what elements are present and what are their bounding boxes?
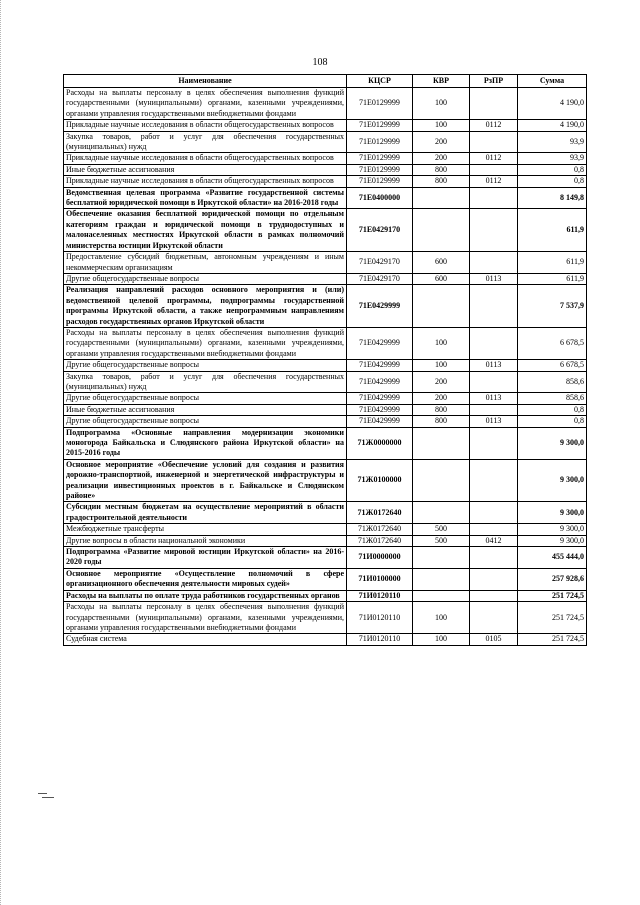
table-row <box>64 634 587 645</box>
row-code: 71Е0429999 <box>347 285 413 328</box>
row-code: 71Ж0100000 <box>347 459 413 502</box>
row-sum: 0,8 <box>518 164 587 175</box>
row-code: 71Е0129999 <box>347 131 413 153</box>
row-sum: 4 190,0 <box>518 88 587 120</box>
row-code: 71Е0429999 <box>347 371 413 393</box>
table-row <box>64 120 587 131</box>
page-number: 108 <box>312 57 328 68</box>
table-row <box>64 590 587 601</box>
row-code: 71Е0129999 <box>347 120 413 131</box>
scan-artifact <box>42 797 54 798</box>
row-kvr <box>413 187 470 209</box>
row-rzpr <box>470 187 518 209</box>
row-sum: 0,8 <box>518 404 587 415</box>
row-rzpr <box>470 568 518 590</box>
row-rzpr <box>470 547 518 569</box>
scan-edge <box>0 0 2 905</box>
table-row <box>64 602 587 634</box>
row-kvr <box>413 502 470 524</box>
row-name: Прикладные научные исследования в области общегосударственных вопросов <box>64 176 347 187</box>
row-name: Другие общегосударственные вопросы <box>64 416 347 427</box>
row-code: 71И0000000 <box>347 547 413 569</box>
header-sum: Сумма <box>518 75 587 88</box>
row-rzpr <box>470 131 518 153</box>
row-kvr <box>413 427 470 459</box>
table-row <box>64 547 587 569</box>
row-name: Другие общегосударственные вопросы <box>64 360 347 371</box>
row-rzpr <box>470 427 518 459</box>
table-row <box>64 371 587 393</box>
row-kvr: 100 <box>413 602 470 634</box>
row-kvr: 500 <box>413 535 470 546</box>
table-row <box>64 427 587 459</box>
table-row <box>64 153 587 164</box>
row-name: Подпрограмма «Основные направления модернизации экономики моногорода Байкальска и Слюдянского района Иркутской области» на 2015-2016 годы <box>64 427 347 459</box>
row-name: Основное мероприятие «Обеспечение условий для создания и развития дорожно-транспортной, инженерной и энергетической инфраструктуры и реализации инвестиционных проектов в г. Байкальске и Слюдянском районе» <box>64 459 347 502</box>
table-header-row <box>64 75 587 88</box>
row-code: 71И0120110 <box>347 590 413 601</box>
row-sum: 8 149,8 <box>518 187 587 209</box>
row-code: 71Ж0000000 <box>347 427 413 459</box>
table-row <box>64 535 587 546</box>
row-code: 71Е0429999 <box>347 404 413 415</box>
row-sum: 9 300,0 <box>518 535 587 546</box>
row-name: Закупка товаров, работ и услуг для обеспечения государственных (муниципальных) нужд <box>64 371 347 393</box>
row-code: 71Е0429999 <box>347 393 413 404</box>
row-name: Основное мероприятие «Осуществление полномочий в сфере организационного обеспечения деятельности мировых судей» <box>64 568 347 590</box>
row-code: 71Е0429999 <box>347 416 413 427</box>
row-sum: 251 724,5 <box>518 602 587 634</box>
table-row <box>64 285 587 328</box>
row-name: Другие общегосударственные вопросы <box>64 273 347 284</box>
table-row <box>64 459 587 502</box>
table-row <box>64 393 587 404</box>
table-row <box>64 568 587 590</box>
row-kvr: 100 <box>413 120 470 131</box>
row-name: Закупка товаров, работ и услуг для обеспечения государственных (муниципальных) нужд <box>64 131 347 153</box>
row-kvr <box>413 459 470 502</box>
row-code: 71Е0129999 <box>347 88 413 120</box>
row-code: 71Ж0172640 <box>347 524 413 535</box>
row-kvr: 100 <box>413 327 470 359</box>
table-row <box>64 88 587 120</box>
row-sum: 7 537,9 <box>518 285 587 328</box>
table-row <box>64 273 587 284</box>
row-kvr <box>413 590 470 601</box>
row-code: 71Е0129999 <box>347 153 413 164</box>
row-sum: 455 444,0 <box>518 547 587 569</box>
row-kvr: 100 <box>413 634 470 645</box>
row-kvr <box>413 209 470 252</box>
row-kvr: 600 <box>413 252 470 274</box>
row-rzpr <box>470 285 518 328</box>
row-name: Прикладные научные исследования в области общегосударственных вопросов <box>64 153 347 164</box>
row-name: Обеспечение оказания бесплатной юридической помощи по отдельным категориям граждан и юридической помощи в труднодоступных и малонаселенных местностях Иркутской области в рамках полномочий министерства юстиции Иркутской области <box>64 209 347 252</box>
row-rzpr: 0113 <box>470 393 518 404</box>
row-rzpr <box>470 524 518 535</box>
row-name: Реализация направлений расходов основного мероприятия и (или) ведомственной целевой программы, подпрограммы государственной программы Иркутской области, а также непрограммным направлениям расходов государственных органов Иркутской области <box>64 285 347 328</box>
table-row <box>64 360 587 371</box>
row-kvr: 200 <box>413 131 470 153</box>
row-rzpr <box>470 252 518 274</box>
table-body <box>64 88 587 646</box>
row-kvr: 800 <box>413 404 470 415</box>
row-code: 71Е0400000 <box>347 187 413 209</box>
row-sum: 611,9 <box>518 273 587 284</box>
row-sum: 257 928,6 <box>518 568 587 590</box>
row-kvr: 200 <box>413 371 470 393</box>
table-row <box>64 404 587 415</box>
row-name: Расходы на выплаты персоналу в целях обеспечения выполнения функций государственными (муниципальными) органами, казенными учреждениями, органами управления государственными внебюджетными фондами <box>64 327 347 359</box>
header-kvr: КВР <box>413 75 470 88</box>
row-rzpr <box>470 209 518 252</box>
row-kvr: 500 <box>413 524 470 535</box>
row-name: Субсидии местным бюджетам на осуществление мероприятий в области градостроительной деятельности <box>64 502 347 524</box>
row-code: 71Ж0172640 <box>347 502 413 524</box>
row-name: Ведомственная целевая программа «Развитие государственной системы бесплатной юридической помощи в Иркутской области» на 2016-2018 годы <box>64 187 347 209</box>
row-code: 71Ж0172640 <box>347 535 413 546</box>
table-row <box>64 327 587 359</box>
row-kvr: 100 <box>413 360 470 371</box>
row-kvr <box>413 285 470 328</box>
budget-table <box>63 74 587 646</box>
row-sum: 251 724,5 <box>518 590 587 601</box>
row-name: Иные бюджетные ассигнования <box>64 164 347 175</box>
row-code: 71Е0429170 <box>347 209 413 252</box>
table-row <box>64 502 587 524</box>
table-row <box>64 209 587 252</box>
row-name: Предоставление субсидий бюджетным, автономным учреждениям и иным некоммерческим организациям <box>64 252 347 274</box>
row-sum: 9 300,0 <box>518 459 587 502</box>
row-rzpr <box>470 371 518 393</box>
row-code: 71И0120110 <box>347 602 413 634</box>
row-code: 71И0120110 <box>347 634 413 645</box>
table-row <box>64 131 587 153</box>
row-rzpr: 0112 <box>470 176 518 187</box>
header-rzpr: РзПР <box>470 75 518 88</box>
row-code: 71Е0429170 <box>347 252 413 274</box>
row-rzpr <box>470 502 518 524</box>
row-rzpr <box>470 602 518 634</box>
header-name: Наименование <box>64 75 347 88</box>
table-row <box>64 252 587 274</box>
table-row <box>64 176 587 187</box>
table-row <box>64 524 587 535</box>
row-code: 71Е0429170 <box>347 273 413 284</box>
row-kvr: 800 <box>413 416 470 427</box>
row-kvr: 200 <box>413 393 470 404</box>
row-name: Судебная система <box>64 634 347 645</box>
row-rzpr: 0113 <box>470 360 518 371</box>
row-rzpr: 0113 <box>470 273 518 284</box>
row-rzpr <box>470 590 518 601</box>
row-sum: 9 300,0 <box>518 427 587 459</box>
row-sum: 9 300,0 <box>518 502 587 524</box>
row-rzpr: 0112 <box>470 153 518 164</box>
row-rzpr: 0113 <box>470 416 518 427</box>
row-sum: 6 678,5 <box>518 360 587 371</box>
scan-artifact <box>38 793 47 794</box>
row-rzpr <box>470 164 518 175</box>
row-sum: 0,8 <box>518 416 587 427</box>
table-row <box>64 187 587 209</box>
row-rzpr <box>470 404 518 415</box>
row-sum: 4 190,0 <box>518 120 587 131</box>
row-name: Подпрограмма «Развитие мировой юстиции Иркутской области» на 2016-2020 годы <box>64 547 347 569</box>
header-code: КЦСР <box>347 75 413 88</box>
row-sum: 611,9 <box>518 209 587 252</box>
row-name: Расходы на выплаты по оплате труда работников государственных органов <box>64 590 347 601</box>
row-sum: 0,8 <box>518 176 587 187</box>
row-kvr <box>413 568 470 590</box>
row-rzpr <box>470 459 518 502</box>
row-rzpr: 0105 <box>470 634 518 645</box>
row-rzpr: 0412 <box>470 535 518 546</box>
row-code: 71Е0429999 <box>347 327 413 359</box>
row-sum: 251 724,5 <box>518 634 587 645</box>
row-name: Иные бюджетные ассигнования <box>64 404 347 415</box>
row-name: Расходы на выплаты персоналу в целях обеспечения выполнения функций государственными (муниципальными) органами, казенными учреждениями, органами управления государственными внебюджетными фондами <box>64 602 347 634</box>
table-row <box>64 164 587 175</box>
row-code: 71Е0129999 <box>347 176 413 187</box>
row-name: Другие общегосударственные вопросы <box>64 393 347 404</box>
row-kvr: 100 <box>413 88 470 120</box>
row-name: Межбюджетные трансферты <box>64 524 347 535</box>
row-name: Другие вопросы в области национальной экономики <box>64 535 347 546</box>
row-kvr: 800 <box>413 176 470 187</box>
row-sum: 858,6 <box>518 371 587 393</box>
row-kvr: 600 <box>413 273 470 284</box>
row-code: 71Е0429999 <box>347 360 413 371</box>
row-sum: 93,9 <box>518 153 587 164</box>
row-code: 71Е0129999 <box>347 164 413 175</box>
row-kvr <box>413 547 470 569</box>
row-code: 71И0100000 <box>347 568 413 590</box>
row-rzpr <box>470 88 518 120</box>
row-rzpr: 0112 <box>470 120 518 131</box>
row-sum: 858,6 <box>518 393 587 404</box>
row-kvr: 800 <box>413 164 470 175</box>
row-sum: 9 300,0 <box>518 524 587 535</box>
row-rzpr <box>470 327 518 359</box>
row-sum: 6 678,5 <box>518 327 587 359</box>
row-name: Расходы на выплаты персоналу в целях обеспечения выполнения функций государственными (муниципальными) органами, казенными учреждениями, органами управления государственными внебюджетными фондами <box>64 88 347 120</box>
row-sum: 611,9 <box>518 252 587 274</box>
table-row <box>64 416 587 427</box>
row-name: Прикладные научные исследования в области общегосударственных вопросов <box>64 120 347 131</box>
row-kvr: 200 <box>413 153 470 164</box>
row-sum: 93,9 <box>518 131 587 153</box>
